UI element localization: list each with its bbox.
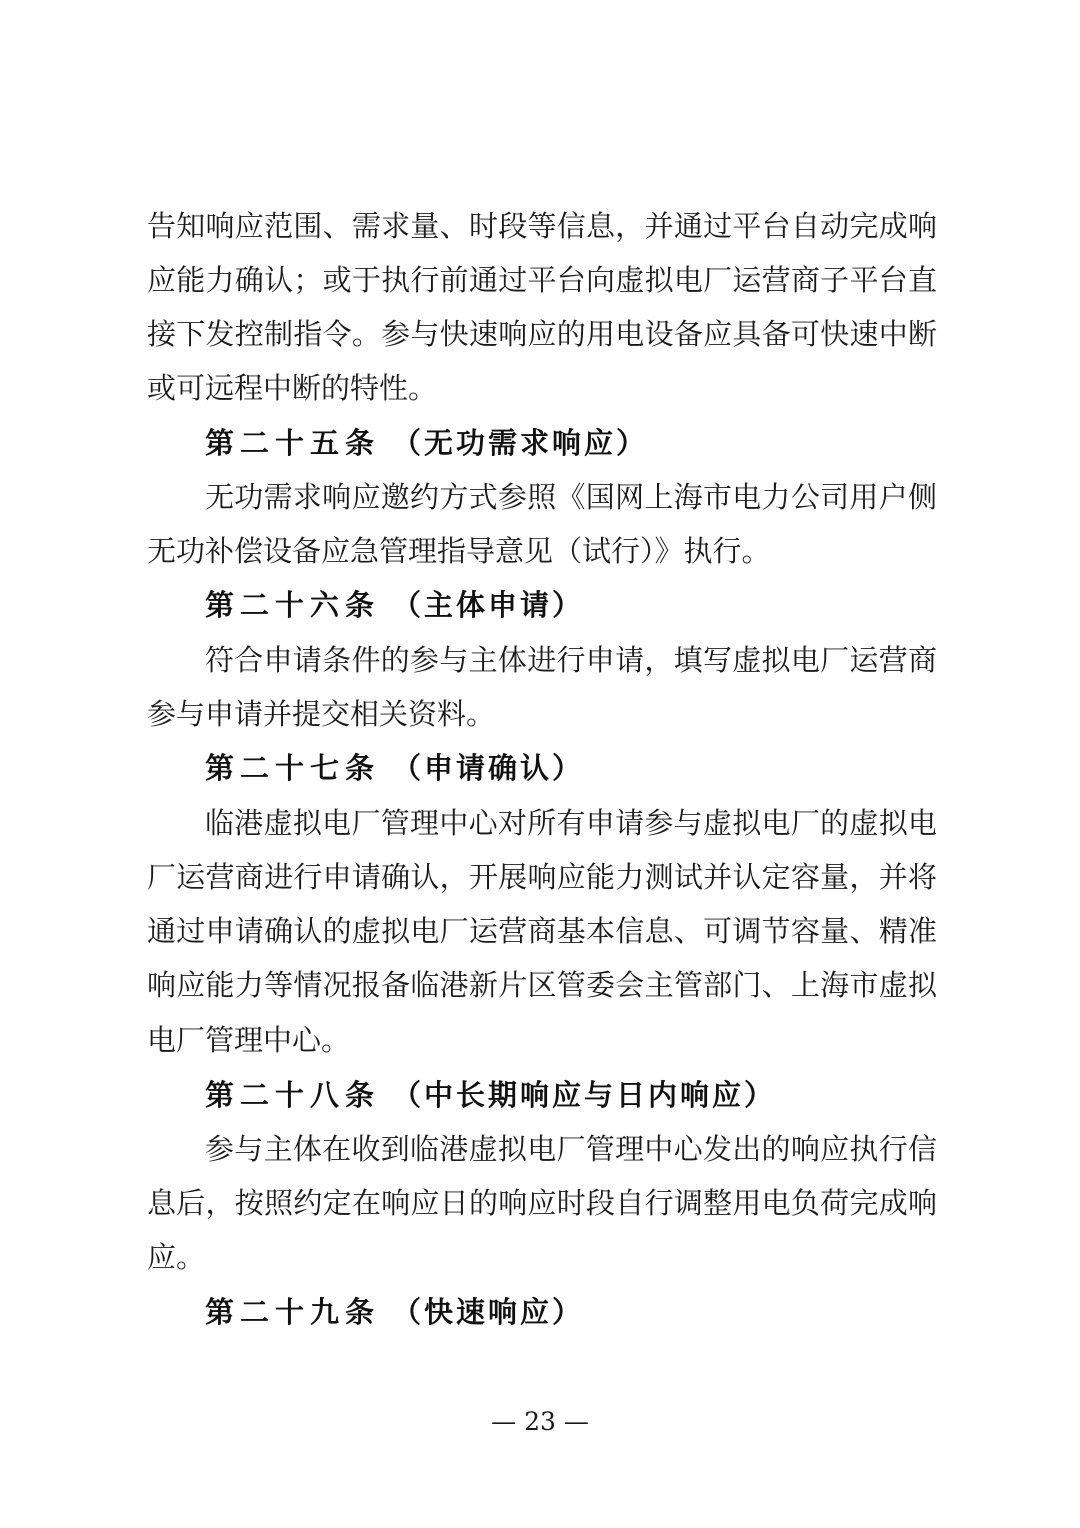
article-number: 第二十九条	[205, 1295, 381, 1329]
article-number: 第二十八条	[205, 1078, 381, 1112]
article-heading-29	[205, 1285, 584, 1339]
article-title: （快速响应）	[392, 1295, 585, 1329]
paragraph-line: 参与申请并提交相关资料。	[147, 697, 496, 731]
paragraph-line: 应能力确认；或于执行前通过平台向虚拟电厂运营商子平台直	[147, 263, 937, 297]
paragraph-line: 响应能力等情况报备临港新片区管委会主管部门、上海市虚拟	[147, 968, 937, 1002]
paragraph-line: 告知响应范围、需求量、时段等信息，并通过平台自动完成响	[147, 209, 937, 243]
article-heading-28	[205, 1068, 776, 1122]
paragraph-line: 参与主体在收到临港虚拟电厂管理中心发出的响应执行信	[205, 1132, 937, 1166]
page-number: — 23 —	[491, 1407, 589, 1436]
paragraph-line: 通过申请确认的虚拟电厂运营商基本信息、可调节容量、精准	[147, 914, 937, 948]
paragraph-line: 无功补偿设备应急管理指导意见（试行）》执行。	[147, 534, 771, 568]
article-title: （主体申请）	[392, 588, 585, 622]
article-title: （中长期响应与日内响应）	[392, 1078, 777, 1112]
paragraph-line: 或可远程中断的特性。	[147, 371, 438, 405]
paragraph-line: 临港虚拟电厂管理中心对所有申请参与虚拟电厂的虚拟电	[205, 806, 937, 840]
paragraph-line: 符合申请条件的参与主体进行申请，填写虚拟电厂运营商	[205, 643, 937, 677]
paragraph-line: 无功需求响应邀约方式参照《国网上海市电力公司用户侧	[205, 480, 937, 514]
article-number: 第二十六条	[205, 588, 381, 622]
article-number: 第二十五条	[205, 426, 381, 460]
article-number: 第二十七条	[205, 751, 381, 785]
paragraph-line: 电厂管理中心。	[147, 1023, 351, 1057]
paragraph-line: 接下发控制指令。参与快速响应的用电设备应具备可快速中断	[147, 317, 937, 351]
article-heading-26	[205, 578, 584, 632]
paragraph-line: 息后，按照约定在响应日的响应时段自行调整用电负荷完成响	[147, 1186, 937, 1220]
paragraph-line: 厂运营商进行申请确认，开展响应能力测试并认定容量，并将	[147, 860, 937, 894]
article-heading-27	[205, 741, 584, 795]
paragraph-line: 应。	[147, 1240, 206, 1274]
article-title: （无功需求响应）	[392, 426, 649, 460]
article-heading-25	[205, 416, 648, 470]
article-title: （申请确认）	[392, 751, 585, 785]
